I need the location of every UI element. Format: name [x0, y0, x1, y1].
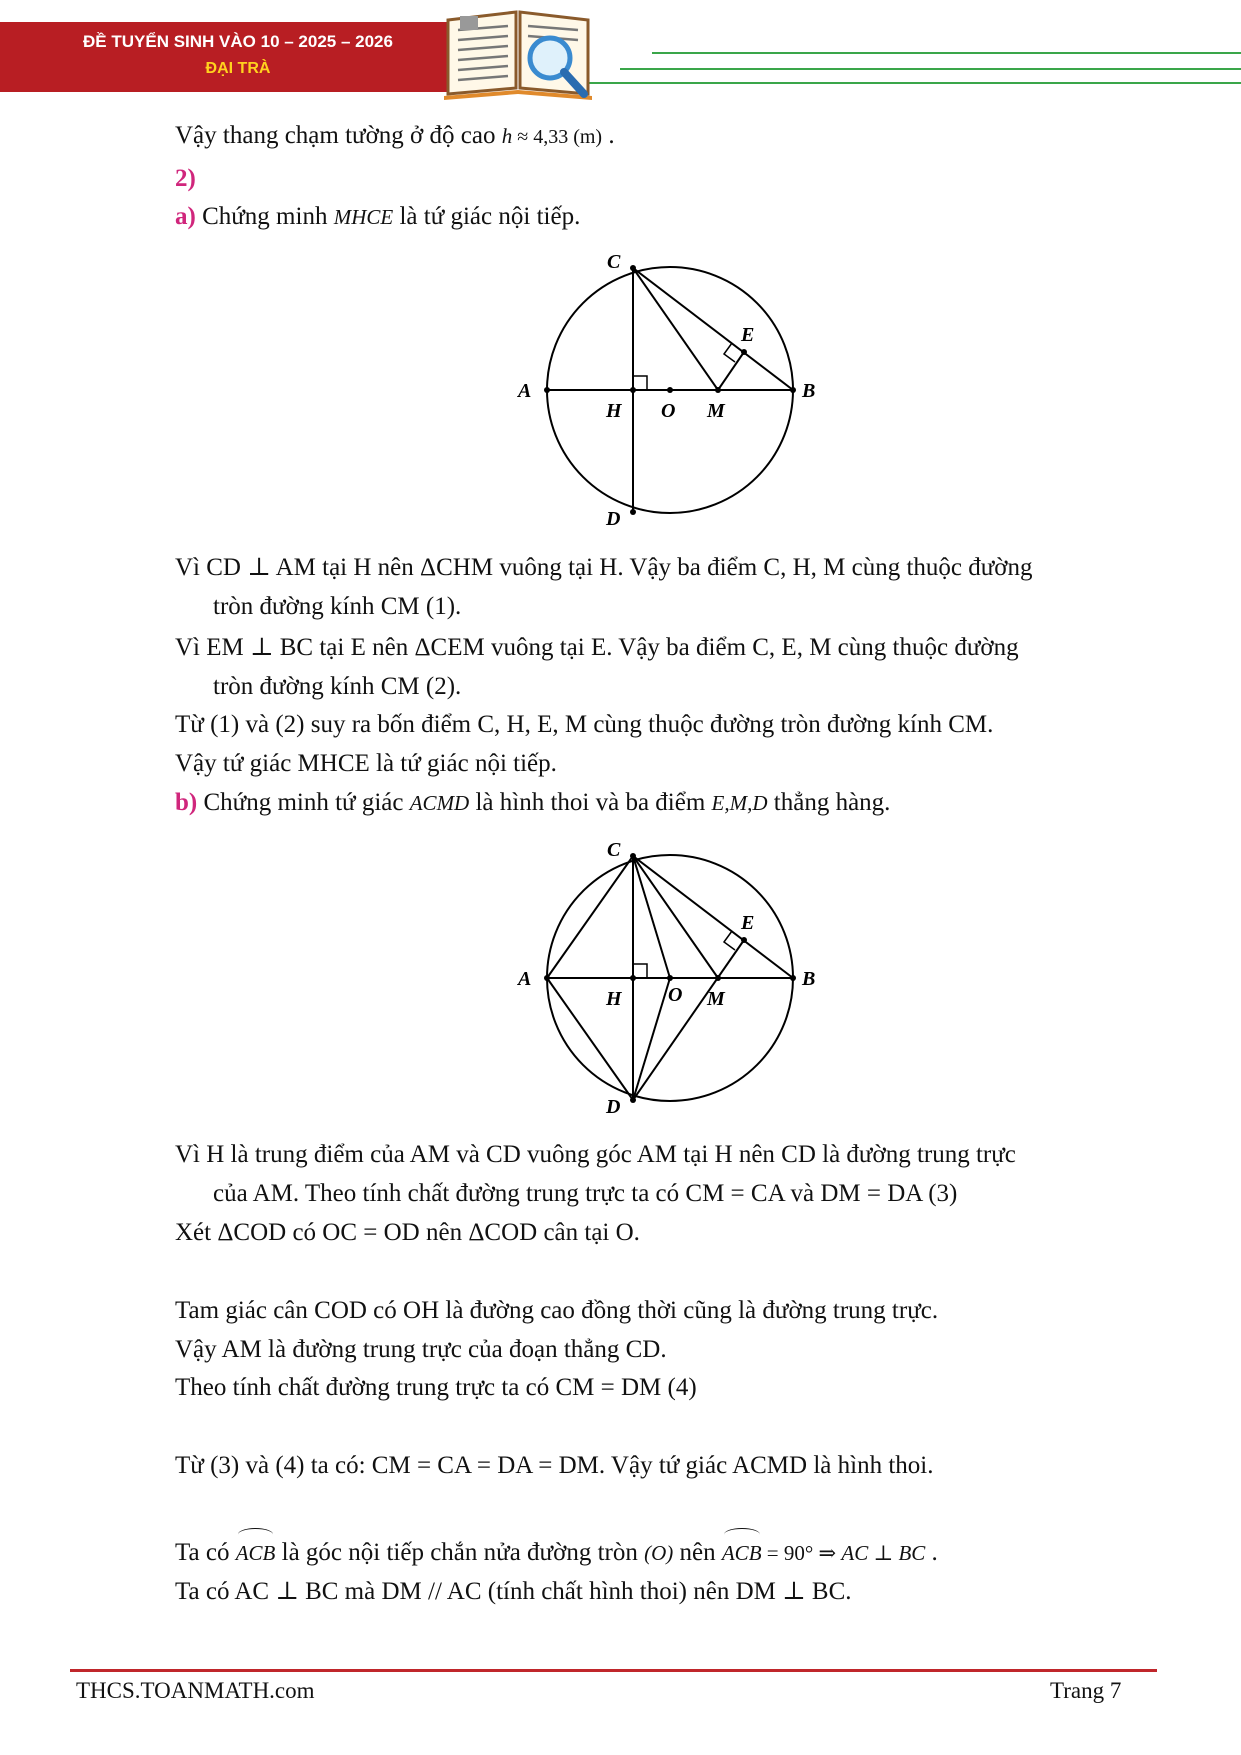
fig2-label-o: O: [668, 984, 683, 1006]
book-magnifier-icon: [438, 0, 598, 102]
para-cem-cont: tròn đường kính CM (2).: [213, 673, 462, 700]
para-chm: Vì CD ⊥ AM tại H nên ΔCHM vuông tại H. Vậy ba điểm C, H, M cùng thuộc đường: [175, 554, 1033, 581]
fig1-label-o: O: [661, 400, 676, 422]
fig1-label-b: B: [802, 380, 816, 402]
fig2-label-d: D: [606, 1096, 621, 1118]
para-dm-perp-bc: Ta có AC ⊥ BC mà DM // AC (tính chất hình thoi) nên DM ⊥ BC.: [175, 1578, 852, 1605]
fig2-label-m: M: [707, 988, 725, 1010]
fig1-label-a: A: [518, 380, 532, 402]
figure-2-rhombus-diagram: [500, 833, 830, 1123]
fig1-label-e: E: [741, 324, 755, 346]
header-title: ĐỀ TUYỂN SINH VÀO 10 – 2025 – 2026: [83, 32, 393, 51]
footer-page-number: Trang 7: [1050, 1678, 1122, 1703]
header-rule-bottom-2: [585, 82, 1241, 84]
part-b-heading: b) Chứng minh tứ giác ACMD là hình thoi và ba điểm E,M,D thẳng hàng.: [175, 789, 891, 816]
part-a-heading: a) Chứng minh MHCE là tứ giác nội tiếp.: [175, 203, 581, 230]
fig1-label-m: M: [707, 400, 725, 422]
para-chm-cont: tròn đường kính CM (1).: [213, 593, 462, 620]
para-conclusion-a: Vậy tứ giác MHCE là tứ giác nội tiếp.: [175, 750, 557, 777]
fig1-label-h: H: [606, 400, 622, 422]
para-am-bisector: Vậy AM là đường trung trực của đoạn thẳng CD.: [175, 1336, 667, 1363]
para-cem: Vì EM ⊥ BC tại E nên ΔCEM vuông tại E. Vậy ba điểm C, E, M cùng thuộc đường: [175, 634, 1019, 661]
fig2-label-a: A: [518, 968, 532, 990]
fig1-label-c: C: [607, 251, 621, 273]
para-cod-isosceles: Xét ΔCOD có OC = OD nên ΔCOD cân tại O.: [175, 1219, 640, 1246]
fig2-label-c: C: [607, 839, 621, 861]
para-perpendicular-bisector-cont: của AM. Theo tính chất đường trung trực ta có CM = CA và DM = DA (3): [213, 1180, 958, 1207]
conclusion-height: Vậy thang chạm tường ở độ cao h ≈ 4,33 (m) .: [175, 122, 615, 149]
fig2-label-h: H: [606, 988, 622, 1010]
para-inscribed-angle: Ta có ACB là góc nội tiếp chắn nửa đường tròn (O) nên ACB = 90° ⇒ AC ⊥ BC .: [175, 1530, 938, 1570]
header-rule-top: [652, 52, 1241, 54]
fig1-label-d: D: [606, 508, 621, 530]
header-rule-bottom: [620, 68, 1241, 70]
footer-site: THCS.TOANMATH.com: [76, 1678, 315, 1703]
para-rhombus-conclusion: Từ (3) và (4) ta có: CM = CA = DA = DM. Vậy tứ giác ACMD là hình thoi.: [175, 1452, 934, 1479]
header-subtitle: ĐẠI TRÀ: [205, 60, 271, 77]
footer-rule: [70, 1669, 1157, 1672]
para-four-points: Từ (1) và (2) suy ra bốn điểm C, H, E, M cùng thuộc đường tròn đường kính CM.: [175, 711, 994, 738]
part-2-label: 2): [175, 165, 196, 192]
fig2-label-e: E: [741, 912, 755, 934]
para-cm-dm: Theo tính chất đường trung trực ta có CM = DM (4): [175, 1374, 697, 1401]
para-oh-altitude: Tam giác cân COD có OH là đường cao đồng thời cũng là đường trung trực.: [175, 1297, 939, 1324]
para-perpendicular-bisector: Vì H là trung điểm của AM và CD vuông góc AM tại H nên CD là đường trung trực: [175, 1141, 1016, 1168]
figure-1-circle-diagram: [500, 245, 830, 535]
fig2-label-b: B: [802, 968, 816, 990]
